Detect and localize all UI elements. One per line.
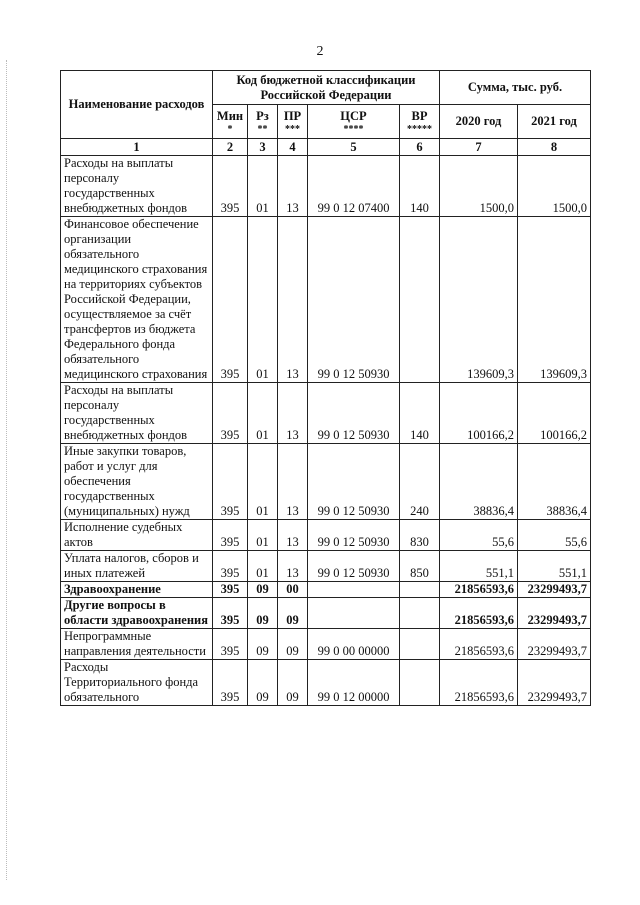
row-name: Другие вопросы в области здравоохранения xyxy=(61,598,213,629)
row-csr xyxy=(308,582,400,598)
row-rz: 01 xyxy=(248,156,278,217)
row-sum-2021: 38836,4 xyxy=(518,444,591,520)
table-row xyxy=(61,520,591,551)
row-pr: 13 xyxy=(278,551,308,582)
row-rz: 09 xyxy=(248,582,278,598)
row-name: Расходы на выплаты персоналу государственных внебюджетных фондов xyxy=(61,383,213,444)
row-pr: 13 xyxy=(278,217,308,383)
row-vr: 830 xyxy=(400,520,440,551)
row-sum-2021: 139609,3 xyxy=(518,217,591,383)
row-sum-2021: 55,6 xyxy=(518,520,591,551)
header-code-group: Код бюджетной классификации Российской Федерации xyxy=(213,71,440,105)
row-vr xyxy=(400,217,440,383)
row-sum-2020: 1500,0 xyxy=(440,156,518,217)
table-row xyxy=(61,582,591,598)
row-min: 395 xyxy=(213,582,248,598)
row-name: Иные закупки товаров, работ и услуг для обеспечения государственных (муниципальных) нужд xyxy=(61,444,213,520)
row-sum-2021: 23299493,7 xyxy=(518,598,591,629)
row-vr xyxy=(400,629,440,660)
row-sum-2021: 23299493,7 xyxy=(518,629,591,660)
row-sum-2020: 21856593,6 xyxy=(440,660,518,706)
row-csr xyxy=(308,598,400,629)
col-number: 7 xyxy=(440,139,518,156)
row-min: 395 xyxy=(213,660,248,706)
row-csr: 99 0 00 00000 xyxy=(308,629,400,660)
row-sum-2021: 551,1 xyxy=(518,551,591,582)
row-rz: 09 xyxy=(248,598,278,629)
row-vr xyxy=(400,660,440,706)
col-number: 6 xyxy=(400,139,440,156)
table-row xyxy=(61,660,591,706)
row-min: 395 xyxy=(213,156,248,217)
row-rz: 01 xyxy=(248,217,278,383)
row-pr: 13 xyxy=(278,444,308,520)
row-name: Финансовое обеспечение организации обязательного медицинского страхования на территориях субъектов Российской Федерации, осуществляемое за счёт трансфертов из бюджета Федерального фонда обязательного медицинского страхования xyxy=(61,217,213,383)
col-number: 4 xyxy=(278,139,308,156)
row-rz: 09 xyxy=(248,629,278,660)
table-row xyxy=(61,598,591,629)
row-csr: 99 0 12 50930 xyxy=(308,551,400,582)
header-sum-group: Сумма, тыс. руб. xyxy=(440,71,591,105)
row-rz: 01 xyxy=(248,551,278,582)
row-vr: 140 xyxy=(400,383,440,444)
header-vr: ВР ***** xyxy=(400,105,440,139)
row-rz: 09 xyxy=(248,660,278,706)
row-pr: 13 xyxy=(278,383,308,444)
row-min: 395 xyxy=(213,383,248,444)
col-number: 8 xyxy=(518,139,591,156)
row-rz: 01 xyxy=(248,383,278,444)
row-sum-2020: 21856593,6 xyxy=(440,598,518,629)
row-name: Здравоохранение xyxy=(61,582,213,598)
row-vr: 140 xyxy=(400,156,440,217)
row-min: 395 xyxy=(213,520,248,551)
header-csr: ЦСР **** xyxy=(308,105,400,139)
header-rz: Рз ** xyxy=(248,105,278,139)
row-csr: 99 0 12 07400 xyxy=(308,156,400,217)
header-min: Мин * xyxy=(213,105,248,139)
col-number: 1 xyxy=(61,139,213,156)
row-sum-2021: 23299493,7 xyxy=(518,582,591,598)
row-min: 395 xyxy=(213,629,248,660)
row-sum-2021: 100166,2 xyxy=(518,383,591,444)
row-name: Исполнение судебных актов xyxy=(61,520,213,551)
row-name: Уплата налогов, сборов и иных платежей xyxy=(61,551,213,582)
row-sum-2021: 1500,0 xyxy=(518,156,591,217)
col-number: 3 xyxy=(248,139,278,156)
row-name: Непрограммные направления деятельности xyxy=(61,629,213,660)
row-name: Расходы Территориального фонда обязательного xyxy=(61,660,213,706)
column-numbers-row xyxy=(61,139,591,156)
col-number: 2 xyxy=(213,139,248,156)
row-pr: 13 xyxy=(278,156,308,217)
row-min: 395 xyxy=(213,551,248,582)
row-sum-2020: 21856593,6 xyxy=(440,629,518,660)
col-number: 5 xyxy=(308,139,400,156)
row-sum-2020: 55,6 xyxy=(440,520,518,551)
row-csr: 99 0 12 50930 xyxy=(308,217,400,383)
row-vr: 240 xyxy=(400,444,440,520)
row-vr: 850 xyxy=(400,551,440,582)
row-pr: 13 xyxy=(278,520,308,551)
row-sum-2020: 21856593,6 xyxy=(440,582,518,598)
row-pr: 09 xyxy=(278,629,308,660)
row-vr xyxy=(400,582,440,598)
header-2021: 2021 год xyxy=(518,105,591,139)
row-csr: 99 0 12 50930 xyxy=(308,444,400,520)
table-body xyxy=(61,156,591,706)
row-csr: 99 0 12 50930 xyxy=(308,383,400,444)
row-min: 395 xyxy=(213,444,248,520)
row-sum-2020: 38836,4 xyxy=(440,444,518,520)
row-pr: 00 xyxy=(278,582,308,598)
row-csr: 99 0 12 50930 xyxy=(308,520,400,551)
header-2020: 2020 год xyxy=(440,105,518,139)
row-rz: 01 xyxy=(248,444,278,520)
margin-dotted-line xyxy=(6,60,7,880)
row-sum-2020: 139609,3 xyxy=(440,217,518,383)
row-rz: 01 xyxy=(248,520,278,551)
table-row xyxy=(61,383,591,444)
row-sum-2020: 551,1 xyxy=(440,551,518,582)
header-pr: ПР *** xyxy=(278,105,308,139)
row-sum-2020: 100166,2 xyxy=(440,383,518,444)
row-min: 395 xyxy=(213,598,248,629)
row-sum-2021: 23299493,7 xyxy=(518,660,591,706)
page-number: 2 xyxy=(316,44,324,59)
row-min: 395 xyxy=(213,217,248,383)
row-pr: 09 xyxy=(278,598,308,629)
table-row xyxy=(61,156,591,217)
row-csr: 99 0 12 00000 xyxy=(308,660,400,706)
table-row xyxy=(61,444,591,520)
row-vr xyxy=(400,598,440,629)
budget-table xyxy=(60,70,591,706)
table-row xyxy=(61,629,591,660)
row-name: Расходы на выплаты персоналу государственных внебюджетных фондов xyxy=(61,156,213,217)
header-name: Наименование расходов xyxy=(61,71,213,139)
table-row xyxy=(61,551,591,582)
row-pr: 09 xyxy=(278,660,308,706)
table-row xyxy=(61,217,591,383)
